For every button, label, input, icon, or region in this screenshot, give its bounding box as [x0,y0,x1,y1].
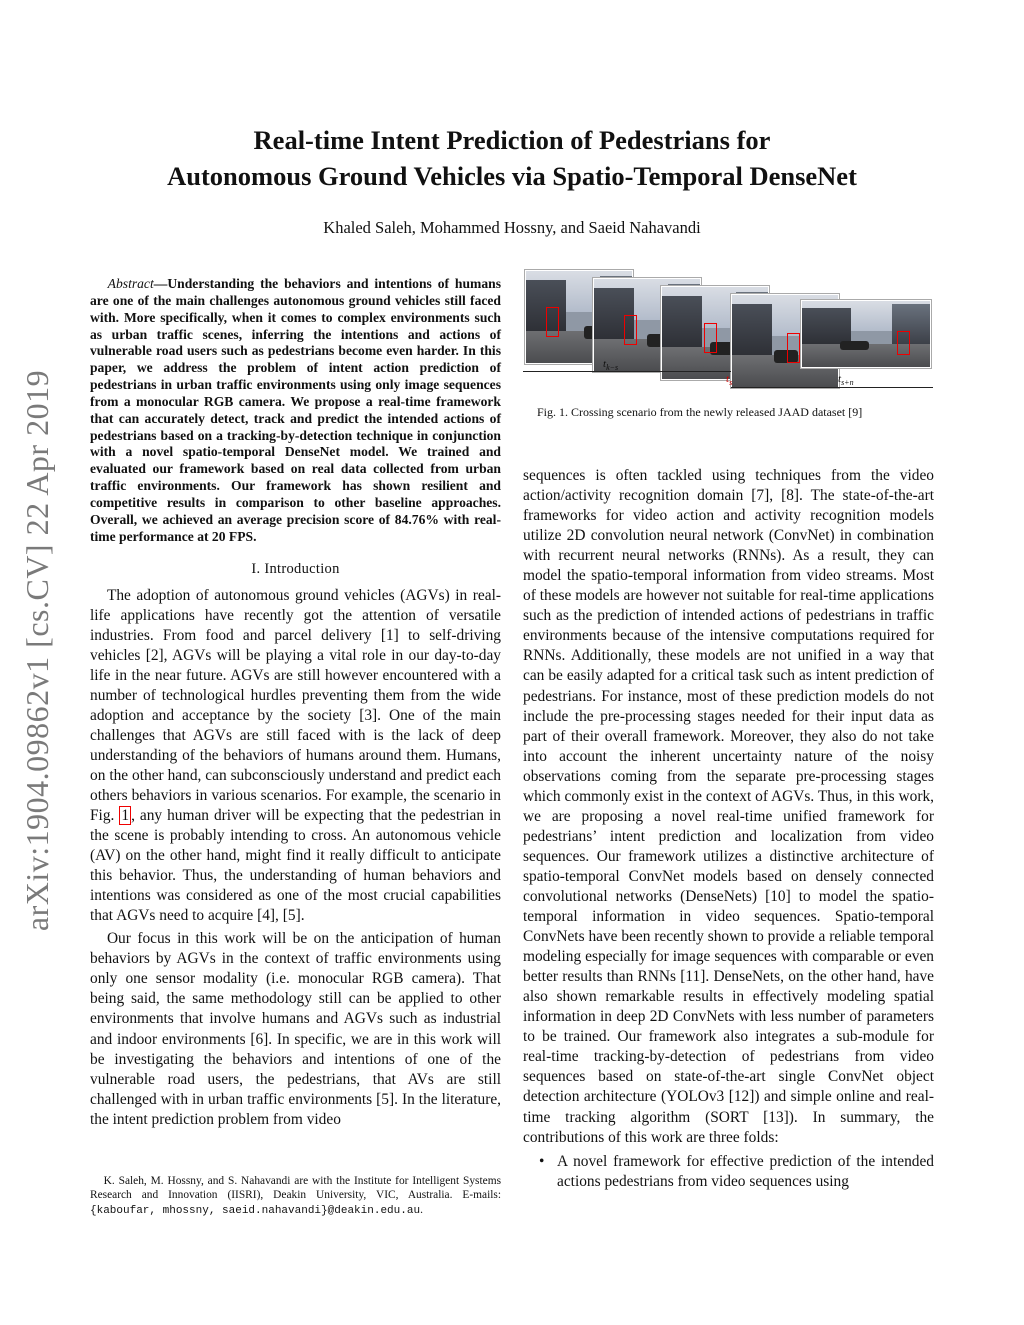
intro-p1-before: The adoption of autonomous ground vehicles (AGVs) in real-life applications have recently got the attention of versatile industries. From food and parcel delivery [1] to self-driving vehicles [2], AGVs will be playing a vital role in our day-to-day life in the near future. AGVs are still however encountered with a number of technological hurdles preventing them from the wide adoption and acceptance by the society [3]. One of the main challenges that AGVs are still faced with is the lack of deep understanding of the behaviors of humans around them. Humans, on the other hand, can subconsciously understand and predict each others behaviors in various scenarios. For example, the scenario in Fig. [90,586,501,825]
timeline-label-future: $t_{s+n}$ [838,373,854,388]
abstract-dash: — [153,276,168,291]
title-line-2: Autonomous Ground Vehicles via Spatio-Temporal DenseNet [167,161,857,191]
timeline-label-current: $t_s$ [726,373,733,388]
contributions-list [523,1152,934,1192]
right-column [523,466,934,1192]
abstract [90,276,501,546]
timeline-past [523,371,731,372]
footnote-emails: {kaboufar, mhossny, saeid.nahavandi}@deakin.edu.au [90,1204,421,1217]
pedestrian-bounding-box [704,323,717,353]
abstract-label: Abstract [107,276,154,291]
timeline-future [731,387,933,388]
abstract-paragraph [90,276,501,546]
left-column [90,276,501,1130]
footnote-end: . [420,1203,423,1216]
author-list: Khaled Saleh, Mohammed Hossny, and Saeid Nahavandi [323,218,701,237]
video-frame-5 [801,300,931,368]
footnote [90,1174,501,1218]
section-heading-introduction: I. Introduction [251,560,340,577]
pedestrian-bounding-box [624,315,637,345]
title-line-1: Real-time Intent Prediction of Pedestrians for [253,125,771,155]
intro-paragraph-1 [90,586,501,927]
intro-paragraph-2: Our focus in this work will be on the anticipation of human behaviors by AGVs in the context of traffic environments using only one sensor modality (i.e. monocular RGB camera). That being said, the same methodology still can be applied to other environments that involve humans and AGVs such as industrial and indoor environments [6]. In specific, we are in this work will be investigating the behaviors and intentions of one of the vulnerable road users, the pedestrians, that AVs are still challenged with in urban traffic environments [5]. In the literature, the intent prediction problem from video [90,930,501,1128]
arxiv-stamp [20,350,56,950]
figure-reference-link[interactable]: 1 [121,807,130,825]
contribution-item-1: • A novel framework for effective prediction of the intended actions pedestrians from video sequences using [523,1152,934,1192]
figure-1-caption: Fig. 1. Crossing scenario from the newly released JAAD dataset [9] [537,405,863,419]
footnote-paragraph [90,1174,501,1218]
pedestrian-bounding-box [546,307,559,337]
introduction-body [90,586,501,1130]
paper-title [100,122,924,194]
timeline-label-past: $t_{k-s}$ [603,358,619,373]
abstract-text: Understanding the behaviors and intentions of humans are one of the main challenges autonomous ground vehicles still faced with. More specifically, when it comes to complex environments such as urban traffic scenes, inferring the intentions and actions of vulnerable road users such as pedestrians become even harder. In this paper, we address the problem of intent action prediction of pedestrians in urban traffic environments using only image sequences from a monocular RGB camera. We propose a real-time framework that can accurately detect, track and predict the intended actions of pedestrians based on a tracking-by-detection technique in conjunction with a novel spatio-temporal DenseNet model. We trained and evaluated our framework based on real data collected from urban traffic environments. Our framework has shown resilient and competitive results in comparison to other baseline approaches. Overall, we achieved an average precision score of 84.76% with real-time performance at 20 FPS. [90,276,501,544]
intro-p1-after: , any human driver will be expecting that the pedestrian in the scene is probably intending to cross. An autonomous vehicle (AV) on the other hand, might find it really difficult to anticipate this behavior. Thus, the understanding of human behaviors and intentions was considered as one of the most crucial capabilities that AGVs need to acquire [4], [5]. [90,807,501,925]
figure-1 [523,268,934,398]
right-paragraph-1: sequences is often tackled using techniques from the video action/activity recognition domain [7], [8]. The state-of-the-art frameworks for video action and activity recognition models utilize 2D convolution neural network (ConvNet) in combination with recurrent neural networks (RNNs). As a result, they can model the spatio-temporal information from video streams. Most of these models are however not suitable for real-time applications such as the prediction of intended actions of pedestrians in traffic environments because of the intensive computations required for RNNs. Additionally, these models are not unified in a way that can be easily adapted for a critical task such as intent prediction of pedestrians. For instance, most of these prediction models do not include the pre-processing stages needed for their input data as part of their overall framework. Moreover, they also do not take into account the inherent uncertainty nature of the noisy observations coming from the separate pre-processing stages which commonly exist in the context of AGVs. Thus, in this work, we are proposing a novel real-time unified framework for pedestrians’ intent prediction and localization from video sequences. Our framework utilizes a distinctive architecture of spatio-temporal ConvNet models based on densely connected convolutional networks (DenseNets) [10] to model the spatio-temporal information in video sequences. Spatio-temporal ConvNets have been recently shown to provide a reliable temporal modeling especially for image sequences with comparable or even better results than RNNs [11]. DenseNets, on the other hand, have also shown remarkable results in effectively modeling spatial information in deep 2D ConvNets with less number of parameters to be trained. Our framework also integrates a sub-module for real-time tracking-by-detection of pedestrians from video sequences based on state-of-the-art single ConvNet object detection architecture (YOLOv3 [12]) and simple online and real-time tracking algorithm (SORT [13]). In summary, the contributions of this work are three folds: [523,467,934,1146]
arxiv-identifier: arXiv:1904.09862v1 [cs.CV] 22 Apr 2019 [19,369,56,931]
pedestrian-bounding-box [897,331,910,355]
footnote-text: K. Saleh, M. Hossny, and S. Nahavandi are with the Institute for Intelligent Systems Research and Innovation (IISRI), Deakin University, VIC, Australia. E-mails: [90,1175,501,1202]
pedestrian-bounding-box [787,333,800,363]
